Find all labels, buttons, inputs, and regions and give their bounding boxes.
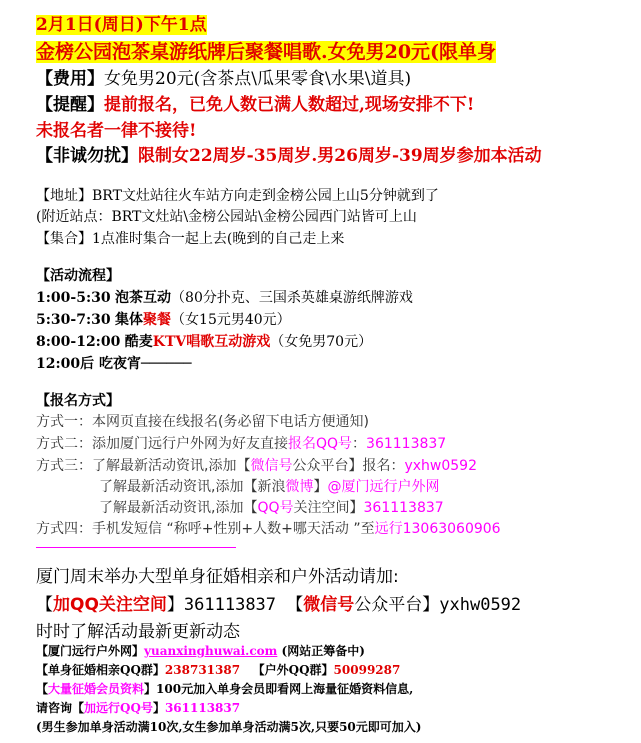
qq-groups-line: 【单身征婚相亲QQ群】238731387 【户外QQ群】50099287: [36, 663, 401, 677]
signup-method-4: 方式四：手机发短信 “称呼+性别+人数+哪天活动 ”至远行13063060906: [36, 521, 501, 537]
no-registration-line: 未报名者一律不接待!: [36, 121, 197, 141]
flow-item-2: 5:30-7:30 集体聚餐（女15元男40元）: [36, 312, 291, 328]
member-data-line: 【大量征婚会员资料】100元加入单身会员即看网上海量征婚资料信息,: [36, 682, 414, 696]
promo-line-1: 厦门周末举办大型单身征婚相亲和户外活动请加:: [36, 567, 399, 587]
website-line: 【厦门远行户外网】yuanxinghuwai.com (网站正筹备中): [36, 644, 365, 658]
consult-line: 请咨询【加远行QQ号】361113837: [36, 701, 241, 715]
title-text: 金榜公园泡茶桌游纸牌后聚餐唱歌.女免男20元(限单身: [36, 41, 497, 63]
flow-item-1: 1:00-5:30 泡茶互动（80分扑克、三国杀英雄桌游纸牌游戏: [36, 290, 413, 306]
signup-method-1: 方式一：本网页直接在线报名(务必留下电话方便通知): [36, 414, 369, 430]
section-divider: [36, 547, 236, 548]
flow-item-3: 8:00-12:00 酷麦KTV唱歌互动游戏（女免男70元）: [36, 334, 373, 350]
fee-line: 【费用】女免男20元(含茶点\瓜果零食\水果\道具): [36, 69, 412, 89]
signup-method-3: 方式三：了解最新活动资讯,添加【微信号公众平台】报名：yxhw0592: [36, 458, 477, 474]
flow-item-4: 12:00后 吃夜宵──────: [36, 356, 192, 372]
address-line: 【地址】BRT文灶站往火车站方向走到金榜公园上山5分钟就到了: [36, 188, 439, 204]
signup-method-3-qq: 了解最新活动资讯,添加【QQ号关注空间】361113837: [99, 500, 444, 516]
remind-line: 【提醒】提前报名，已免人数已满人数超过,现场安排不下!: [36, 95, 475, 115]
signup-method-3-weibo: 了解最新活动资讯,添加【新浪微博】@厦门远行户外网: [99, 479, 440, 495]
gathering-line: 【集合】1点准时集合一起上去(晚到的自己走上来: [36, 231, 345, 247]
promo-line-3: 时时了解活动最新更新动态: [36, 622, 240, 642]
flow-heading: 【活动流程】: [36, 268, 120, 284]
event-date: [36, 10, 207, 35]
age-limit-line: 【非诚勿扰】限制女22周岁-35周岁.男26周岁-39周岁参加本活动: [36, 146, 542, 166]
website-link[interactable]: yuanxinghuwai.com: [144, 644, 278, 658]
membership-condition-line: (男生参加单身活动满10次,女生参加单身活动满5次,只要50元即可加入): [36, 720, 422, 734]
signup-method-2: 方式二：添加厦门远行户外网为好友直接报名QQ号：361113837: [36, 436, 447, 452]
signup-heading: 【报名方式】: [36, 393, 120, 409]
event-title: [36, 37, 496, 64]
promo-line-2: 【加QQ关注空间】361113837 【微信号公众平台】yxhw0592: [36, 595, 522, 615]
nearby-stations-line: (附近站点：BRT文灶站\金榜公园站\金榜公园西门站皆可上山: [36, 209, 417, 225]
date-text: 2月1日(周日)下午1点: [36, 15, 207, 35]
